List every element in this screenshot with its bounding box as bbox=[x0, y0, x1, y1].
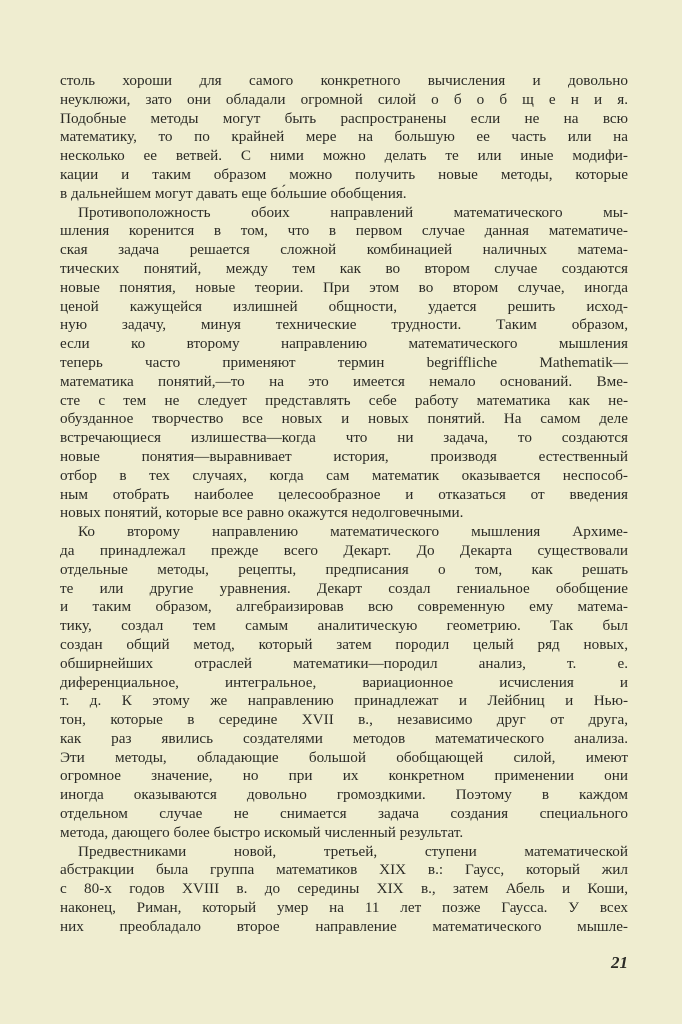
text-line: обузданное творчество все новых и новых понятий. На самом деле bbox=[60, 410, 628, 428]
text-line: диференциальное, интегральное, вариационное исчисления и bbox=[60, 673, 628, 691]
text-line: новые понятия—выравнивает история, производя естественный bbox=[60, 447, 628, 465]
text-line: теперь часто применяют термин begriffliche Mathematik— bbox=[60, 353, 628, 371]
text-line: несколько ее ветвей. С ними можно делать те или иные модифи- bbox=[60, 147, 628, 165]
text-line: с 80-х годов XVIII в. до середины XIX в., затем Абель и Коши, bbox=[60, 880, 628, 898]
paragraph bbox=[60, 843, 628, 937]
text-line: отдельные методы, рецепты, предписания о том, как решать bbox=[60, 560, 628, 578]
text-line: да принадлежал прежде всего Декарт. До Декарта существовали bbox=[60, 541, 628, 559]
text-line: встречающиеся излишества—когда что ни задача, то создаются bbox=[60, 429, 628, 447]
text-line: математику, то по крайней мере на большую ее часть или на bbox=[60, 128, 628, 146]
page-body bbox=[60, 72, 628, 937]
text-line: Ко второму направлению математического мышления Архиме- bbox=[78, 523, 628, 541]
paragraph bbox=[60, 523, 628, 843]
text-line: ская задача решается сложной комбинацией наличных матема- bbox=[60, 241, 628, 259]
text-line: т. д. К этому же направлению принадлежат и Лейбниц и Нью- bbox=[60, 692, 628, 710]
text-line: огромное значение, но при их конкретном применении они bbox=[60, 767, 628, 785]
text-line: тон, которые в середине XVII в., независимо друг от друга, bbox=[60, 711, 628, 729]
text-line: обширнейших отраслей математики—породил анализ, т. е. bbox=[60, 654, 628, 672]
text-line: кации и таким образом можно получить новые методы, которые bbox=[60, 165, 628, 183]
text-line: если ко второму направлению математического мышления bbox=[60, 335, 628, 353]
paragraph bbox=[60, 72, 628, 204]
text-line: математика понятий,—то на это имеется немало оснований. Вме- bbox=[60, 372, 628, 390]
text-line: отбор в тех случаях, когда сам математик оказывается неспособ- bbox=[60, 466, 628, 484]
text-line: иногда оказываются довольно громоздкими. Поэтому в каждом bbox=[60, 786, 628, 804]
text-line: столь хороши для самого конкретного вычисления и довольно bbox=[60, 72, 628, 89]
text-line: ным отобрать наиболее целесообразное и отказаться от введения bbox=[60, 485, 628, 503]
text-line: них преобладало второе направление математического мышле- bbox=[60, 917, 628, 935]
text-line: те или другие уравнения. Декарт создал гениальное обобщение bbox=[60, 579, 628, 597]
text-line: и таким образом, алгебраизировав всю современную ему матема- bbox=[60, 598, 628, 616]
text-line: ную задачу, минуя технические трудности. Таким образом, bbox=[60, 316, 628, 334]
text-line: неуклюжи, зато они обладали огромной силой о б о б щ е н и я. bbox=[60, 90, 628, 108]
text-line: шления коренится в том, что в первом случае данная математиче- bbox=[60, 222, 628, 240]
text-line: новые понятия, новые теории. При этом во втором случае, иногда bbox=[60, 278, 628, 296]
text-line: тику, создал тем самым аналитическую геометрию. Так был bbox=[60, 617, 628, 635]
text-line: Подобные методы могут быть распространены если не на всю bbox=[60, 109, 628, 127]
text-line: как раз явились создателями методов математического анализа. bbox=[60, 729, 628, 747]
text-line: Предвестниками новой, третьей, ступени математической bbox=[78, 842, 628, 860]
text-line: метода, дающего более быстро искомый численный результат. bbox=[60, 823, 464, 841]
text-line: наконец, Риман, который умер на 11 лет позже Гаусса. У всех bbox=[60, 899, 628, 917]
paragraph bbox=[60, 204, 628, 524]
text-line: новых понятий, которые все равно окажутся недолговечными. bbox=[60, 504, 464, 522]
text-line: абстракции была группа математиков XIX в.: Гаусс, который жил bbox=[60, 861, 628, 879]
text-line: отдельном случае не снимается задача создания специального bbox=[60, 805, 628, 823]
page-number: 21 bbox=[611, 953, 628, 972]
text-line: тических понятий, между тем как во втором случае создаются bbox=[60, 259, 628, 277]
text-line: создан общий метод, который затем породил целый ряд новых, bbox=[60, 635, 628, 653]
text-line: ценой кажущейся излишней общности, удается решить исход- bbox=[60, 297, 628, 315]
text-line: в дальнейшем могут давать еще бо́льшие обобщения. bbox=[60, 184, 407, 202]
text-line: сте с тем не следует представлять себе работу математика как не- bbox=[60, 391, 628, 409]
text-line: Противоположность обоих направлений математического мы- bbox=[78, 203, 628, 221]
text-line: Эти методы, обладающие большой обобщающей силой, имеют bbox=[60, 748, 628, 766]
